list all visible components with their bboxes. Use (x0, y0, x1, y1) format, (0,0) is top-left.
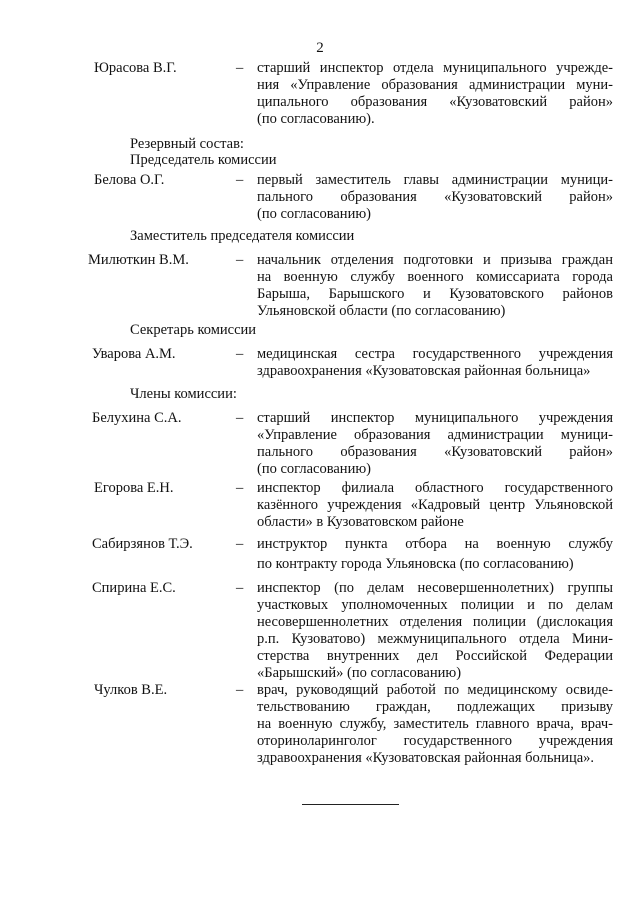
dash: – (236, 682, 244, 698)
position-line: (по согласованию) (257, 461, 371, 477)
member-name: Сабирзянов Т.Э. (92, 536, 193, 552)
dash: – (236, 536, 244, 552)
chairman-heading: Председатель комиссии (130, 152, 277, 168)
position-line: «Барышский» (по согласованию) (257, 665, 462, 681)
member-name: Спирина Е.С. (92, 580, 176, 596)
position-line: Барыша, Барышского и Кузоватовского районов (257, 286, 613, 302)
position-line: Ульяновской области (по согласованию) (257, 303, 506, 319)
position-line: здравоохранения «Кузоватовская районная больница» (257, 363, 591, 379)
dash: – (236, 252, 244, 268)
position-line: по контракту города Ульяновска (по согласованию) (257, 556, 574, 572)
page-number: 2 (316, 40, 324, 56)
deputy-heading: Заместитель председателя комиссии (130, 228, 355, 244)
position-line: «Управление образования администрации муници- (257, 427, 613, 443)
position-line: инструктор пункта отбора на военную службу (257, 536, 613, 552)
position-line: на военную службу, заместитель главного врача, врач- (257, 716, 613, 732)
member-name: Чулков В.Е. (94, 682, 168, 698)
members-heading: Члены комиссии: (130, 386, 237, 402)
member-name: Уварова А.М. (92, 346, 176, 362)
position-line: (по согласованию). (257, 111, 375, 127)
member-position (257, 580, 613, 682)
position-line: оториноларинголог государственного учреждения (257, 733, 613, 749)
position-line: первый заместитель главы администрации муници- (257, 172, 613, 188)
dash: – (236, 60, 244, 76)
position-line: на военную службу военного комиссариата города (257, 269, 613, 285)
position-line: стерства внутренних дел Российской Федерации (257, 648, 613, 664)
position-line: несовершеннолетних отделения полиции (дислокация (257, 614, 613, 630)
member-name: Милюткин В.М. (88, 252, 189, 268)
position-line: участковых уполномоченных полиции и по делам (257, 597, 613, 613)
member-position (257, 346, 613, 380)
member-position (257, 252, 613, 320)
position-line: пального образования «Кузоватовский район» (257, 189, 613, 205)
member-name: Белухина С.А. (92, 410, 182, 426)
position-line: врач, руководящий работой по медицинскому освиде- (257, 682, 613, 698)
position-line: пального образования «Кузоватовский район» (257, 444, 613, 460)
secretary-heading: Секретарь комиссии (130, 322, 257, 338)
member-name: Юрасова В.Г. (94, 60, 177, 76)
position-line: казённого учреждения «Кадровый центр Ульяновской (257, 497, 613, 513)
position-line: р.п. Кузоватово) межмуниципального отдела Мини- (257, 631, 613, 647)
member-position (257, 480, 613, 531)
position-line: (по согласованию) (257, 206, 371, 222)
member-position (257, 536, 613, 573)
member-position (257, 172, 613, 223)
dash: – (236, 410, 244, 426)
position-line: здравоохранения «Кузоватовская районная больница». (257, 750, 595, 766)
position-line: ципального образования «Кузоватовский район» (257, 94, 613, 110)
position-line: старший инспектор отдела муниципального учрежде- (257, 60, 613, 76)
position-line: начальник отделения подготовки и призыва граждан (257, 252, 613, 268)
member-name: Белова О.Г. (94, 172, 165, 188)
position-line: медицинская сестра государственного учреждения (257, 346, 613, 362)
position-line: тельствованию граждан, подлежащих призыву (257, 699, 613, 715)
reserve-heading: Резервный состав: (130, 136, 244, 152)
dash: – (236, 346, 244, 362)
position-line: ния «Управление образования администрации муни- (257, 77, 613, 93)
dash: – (236, 580, 244, 596)
position-line: области» в Кузоватовском районе (257, 514, 464, 530)
end-divider-line (302, 804, 399, 805)
position-line: инспектор (по делам несовершеннолетних) группы (257, 580, 613, 596)
member-name: Егорова Е.Н. (94, 480, 174, 496)
dash: – (236, 172, 244, 188)
member-position (257, 682, 613, 767)
member-position (257, 410, 613, 478)
dash: – (236, 480, 244, 496)
member-position (257, 60, 613, 128)
position-line: инспектор филиала областного государственного (257, 480, 613, 496)
position-line: старший инспектор муниципального учреждения (257, 410, 613, 426)
